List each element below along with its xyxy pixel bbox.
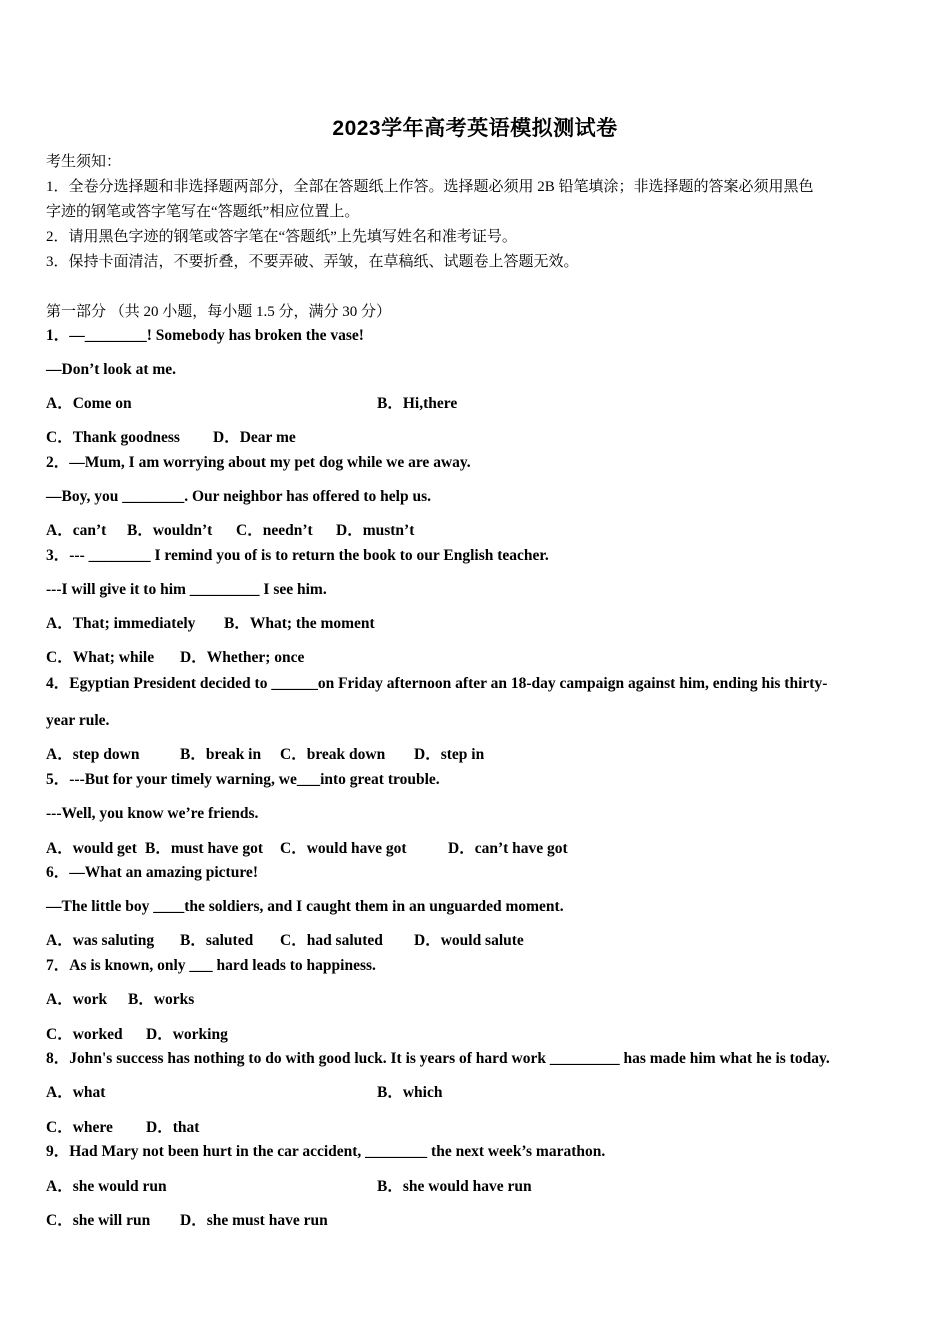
question-5-option-a: A．would get xyxy=(46,840,137,857)
question-4-option-d: D．step in xyxy=(414,746,485,763)
question-4-option-c: C．break down xyxy=(280,746,386,763)
section-heading: 第一部分 （共 20 小题，每小题 1.5 分，满分 30 分） xyxy=(46,304,392,320)
question-8-stem: 8．John's success has nothing to do with good luck. It is years of hard work _________ has made him what he is today. xyxy=(46,1050,830,1067)
notice-item-1-line-1: 1．全卷分选择题和非选择题两部分，全部在答题纸上作答。选择题必须用 2B 铅笔填涂；非选择题的答案必须用黑色 xyxy=(46,179,814,195)
question-4-stem: 4．Egyptian President decided to ______on Friday afternoon after an 18-day campaign against him, ending his thirty- xyxy=(46,675,828,692)
question-5-option-d: D．can’t have got xyxy=(448,840,568,857)
question-2-option-d: D．mustn’t xyxy=(336,522,415,539)
question-2-reply: —Boy, you ________. Our neighbor has offered to help us. xyxy=(46,488,431,505)
question-2-stem: 2．—Mum, I am worrying about my pet dog while we are away. xyxy=(46,454,471,471)
question-3-option-d: D．Whether; once xyxy=(180,649,305,666)
question-3-option-a: A．That; immediately xyxy=(46,615,196,632)
question-1-option-c: C．Thank goodness xyxy=(46,429,180,446)
question-8-option-d: D．that xyxy=(146,1119,200,1136)
question-9-option-a: A．she would run xyxy=(46,1178,167,1195)
question-1-stem: 1．—________! Somebody has broken the vase! xyxy=(46,327,364,344)
question-5-reply: ---Well, you know we’re friends. xyxy=(46,805,259,822)
question-8-option-b: B．which xyxy=(377,1084,443,1101)
question-2-option-b: B．wouldn’t xyxy=(127,522,213,539)
question-9-stem: 9．Had Mary not been hurt in the car accident, ________ the next week’s marathon. xyxy=(46,1143,606,1160)
question-2-option-c: C．needn’t xyxy=(236,522,313,539)
question-7-option-c: C．worked xyxy=(46,1026,123,1043)
question-5-stem: 5．---But for your timely warning, we___into great trouble. xyxy=(46,771,440,788)
notice-item-3: 3．保持卡面清洁，不要折叠，不要弄破、弄皱，在草稿纸、试题卷上答题无效。 xyxy=(46,254,579,270)
question-9-option-b: B．she would have run xyxy=(377,1178,532,1195)
question-8-option-c: C．where xyxy=(46,1119,113,1136)
question-6-stem: 6．—What an amazing picture! xyxy=(46,864,258,881)
question-8-option-a: A．what xyxy=(46,1084,106,1101)
question-6-option-d: D．would salute xyxy=(414,932,524,949)
notice-item-2: 2．请用黑色字迹的钢笔或答字笔在“答题纸”上先填写姓名和准考证号。 xyxy=(46,229,517,245)
notice-heading: 考生须知： xyxy=(46,154,122,170)
question-1-option-b: B．Hi,there xyxy=(377,395,458,412)
question-3-option-c: C．What; while xyxy=(46,649,155,666)
question-4-stem-continued: year rule. xyxy=(46,712,110,729)
question-6-option-b: B．saluted xyxy=(180,932,254,949)
question-6-option-c: C．had saluted xyxy=(280,932,383,949)
question-7-option-d: D．working xyxy=(146,1026,228,1043)
question-7-option-b: B．works xyxy=(128,991,195,1008)
question-2-option-a: A．can’t xyxy=(46,522,107,539)
question-4-option-b: B．break in xyxy=(180,746,262,763)
question-1-option-a: A．Come on xyxy=(46,395,132,412)
question-4-option-a: A．step down xyxy=(46,746,140,763)
question-9-option-d: D．she must have run xyxy=(180,1212,328,1229)
question-9-option-c: C．she will run xyxy=(46,1212,151,1229)
question-1-option-d: D．Dear me xyxy=(213,429,296,446)
question-3-option-b: B．What; the moment xyxy=(224,615,375,632)
question-6-option-a: A．was saluting xyxy=(46,932,155,949)
notice-item-1-line-2: 字迹的钢笔或答字笔写在“答题纸”相应位置上。 xyxy=(46,204,360,220)
question-7-stem: 7．As is known, only ___ hard leads to happiness. xyxy=(46,957,376,974)
question-3-reply: ---I will give it to him _________ I see him. xyxy=(46,581,327,598)
question-6-reply: —The little boy ____the soldiers, and I caught them in an unguarded moment. xyxy=(46,898,564,915)
question-5-option-b: B．must have got xyxy=(145,840,263,857)
question-5-option-c: C．would have got xyxy=(280,840,407,857)
page-title: 2023学年高考英语模拟测试卷 xyxy=(332,117,618,140)
question-3-stem: 3．--- ________ I remind you of is to return the book to our English teacher. xyxy=(46,547,549,564)
question-1-reply: —Don’t look at me. xyxy=(46,361,177,378)
question-7-option-a: A．work xyxy=(46,991,108,1008)
